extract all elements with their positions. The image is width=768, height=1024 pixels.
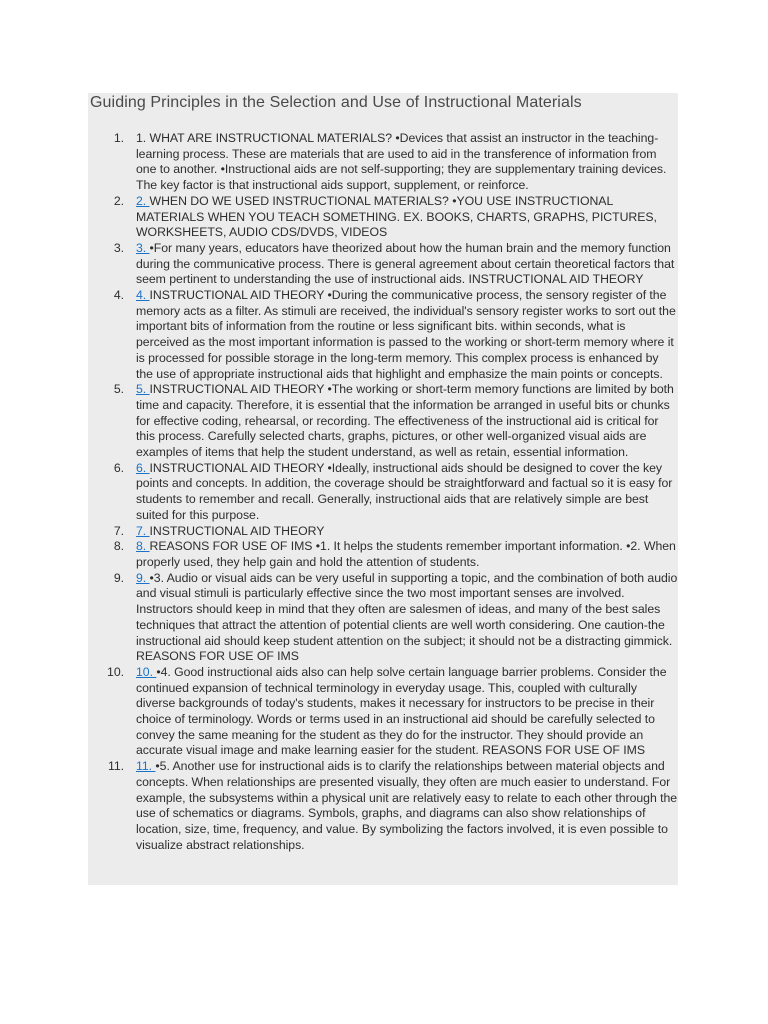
item-text: REASONS FOR USE OF IMS •1. It helps the students remember important information. •2. When properly used, they help gain and hold the attention of students. [136,539,676,569]
list-item [88,241,678,288]
item-text: •4. Good instructional aids also can help solve certain language barrier problems. Consider the continued expansion of technical terminology in everyday usage. This, coupled with culturally diverse backgrounds of today's students, makes it necessary for instructors to be precise in their choice of terminology. Words or terms used in an instructional aid should be carefully selected to convey the same meaning for the student as they do for the instructor. They should provide an accurate visual image and make learning easier for the student. REASONS FOR USE OF IMS [136,664,667,758]
item-number: 8. [113,539,124,554]
item-link[interactable]: 3. [136,240,150,255]
list-item [88,571,678,665]
document-panel [88,93,678,885]
list-item [88,194,678,241]
item-number: 4. [113,288,124,303]
list-item [88,665,678,759]
list-item [88,759,678,853]
item-text: •5. Another use for instructional aids is to clarify the relationships between material objects and concepts. When relationships are presented visually, they often are much easier to understand. For example, the subsystems within a physical unit are relatively easy to relate to each other through the use of schematics or diagrams. Symbols, graphs, and diagrams can also show relationships of location, size, time, frequency, and value. By symbolizing the factors involved, it is even possible to visualize abstract relationships. [136,759,678,852]
item-text: •For many years, educators have theorized about how the human brain and the memory function during the communicative process. There is general agreement about certain theoretical factors that seem pertinent to understanding the use of instructional aids. INSTRUCTIONAL AID THEORY [136,240,675,287]
numbered-list [88,131,678,853]
item-number: 10. [107,664,124,679]
item-text: •3. Audio or visual aids can be very useful in supporting a topic, and the combination of both audio and visual stimuli is particularly effective since the two most important senses are involved. Instructors should keep in mind that they often are salesmen of ideas, and many of the best sales techniques that attract the attention of potential clients are well worth considering. One caution-the instructional aid should keep student attention on the subject; it should not be a distracting gimmick. REASONS FOR USE OF IMS [136,570,678,664]
item-text: INSTRUCTIONAL AID THEORY •The working or short-term memory functions are limited by both time and capacity. Therefore, it is essential that the information be arranged in useful bits or chunks for effective coding, rehearsal, or recording. The effectiveness of the instructional aid is critical for this process. Carefully selected charts, graphs, pictures, or other well-organized visual aids are examples of items that help the student understand, as well as retain, essential information. [136,382,674,460]
item-number: 2. [113,193,124,208]
item-link[interactable]: 6. [136,460,150,475]
item-number: 3. [113,240,124,255]
item-link[interactable]: 4. [136,288,150,303]
item-link[interactable]: 7. [136,523,150,538]
item-text: INSTRUCTIONAL AID THEORY •During the communicative process, the sensory register of the memory acts as a filter. As stimuli are received, the individual's sensory register works to sort out the important bits of information from the routine or less significant bits. within seconds, what is perceived as the most important information is passed to the working or short-term memory where it is processed for possible storage in the long-term memory. This complex process is enhanced by the use of appropriate instructional aids that highlight and emphasize the main points or concepts. [136,288,676,381]
item-number: 7. [113,523,124,538]
item-text: INSTRUCTIONAL AID THEORY •Ideally, instructional aids should be designed to cover the key points and concepts. In addition, the coverage should be straightforward and factual so it is easy for students to remember and recall. Generally, instructional aids that are relatively simple are best suited for this purpose. [136,460,673,522]
list-item [88,131,678,194]
item-link[interactable]: 2. [136,193,150,208]
list-item [88,539,678,570]
item-text: INSTRUCTIONAL AID THEORY [149,523,325,538]
item-link[interactable]: 9. [136,570,150,585]
item-number: 6. [113,460,124,475]
list-item [88,382,678,461]
document-title: Guiding Principles in the Selection and Use of Instructional Materials [90,94,582,111]
item-link[interactable]: 5. [136,382,150,397]
item-link[interactable]: 11. [136,759,156,774]
item-link[interactable]: 10. [136,664,157,679]
item-number: 5. [113,382,124,397]
item-number: 1. [113,131,124,145]
item-number: 11. [107,759,124,774]
item-text: 1. WHAT ARE INSTRUCTIONAL MATERIALS? •Devices that assist an instructor in the teaching- learning process. These are materials that are used to aid in the transference of information from one to another. •Instructional aids are not self-supporting; they are supplementary training devices. The key factor is that instructional aids support, supplement, or reinforce. [136,131,667,193]
list-item [88,461,678,524]
list-item [88,288,678,382]
item-link[interactable]: 8. [136,539,150,554]
item-number: 9. [113,570,124,585]
item-text: WHEN DO WE USED INSTRUCTIONAL MATERIALS? •YOU USE INSTRUCTIONAL MATERIALS WHEN YOU TEACH SOMETHING. EX. BOOKS, CHARTS, GRAPHS, PICTURES, WORKSHEETS, AUDIO CDS/DVDS, VIDEOS [136,193,657,240]
list-item [88,524,678,540]
